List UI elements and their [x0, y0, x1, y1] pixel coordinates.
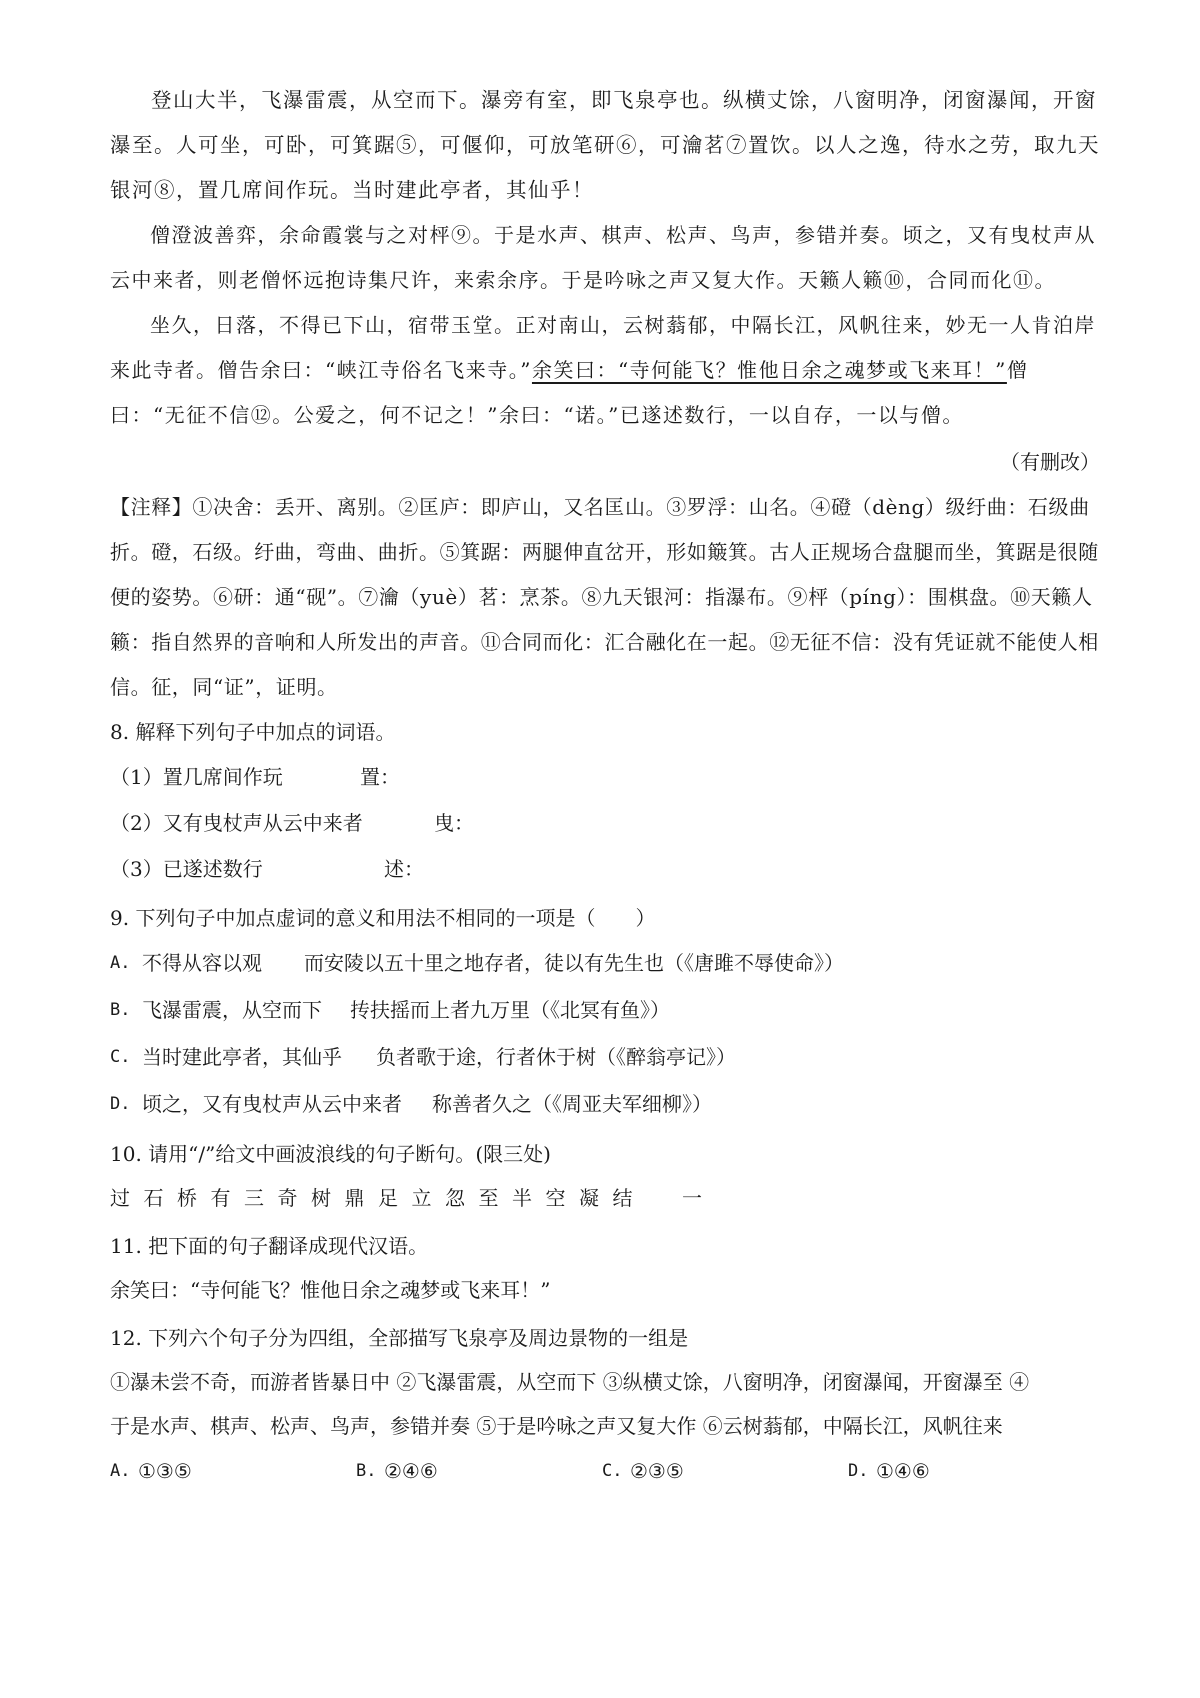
q9-option-d-left: 顷之，又有曳杖声从云中来者 [142, 1092, 402, 1116]
q12-choice-a-letter: A. [110, 1461, 131, 1481]
q9-option-c-right: 负者歌于途，行者休于树（《醉翁亭记》） [376, 1045, 736, 1069]
q9-option-b-right: 抟扶摇而上者九万里（《北冥有鱼》） [350, 998, 670, 1022]
passage-paragraph-3 [110, 303, 1100, 438]
q12-choices [110, 1448, 1100, 1494]
q9-option-b [110, 987, 1100, 1034]
passage-paragraph-1: 登山大半，飞瀑雷震，从空而下。瀑旁有室，即飞泉亭也。纵横丈馀，八窗明净，闭窗瀑闻，开窗瀑至。人可坐，可卧，可箕踞⑤，可偃仰，可放笔研⑥，可瀹茗⑦置饮。以人之逸，待水之劳，取九天银河⑧，置几席间作玩。当时建此亭者，其仙乎！ [110, 88, 1100, 202]
question-11-title: 11. 把下面的句子翻译成现代汉语。 [110, 1234, 429, 1258]
source-note: （有删改） [1000, 450, 1100, 474]
q8-item-3-key: 述： [384, 857, 424, 881]
q12-line-1: ①瀑未尝不奇，而游者皆暴日中 ②飞瀑雷震，从空而下 ③纵横丈馀，八窗明净，闭窗瀑闻，开窗瀑至 ④ [110, 1370, 1030, 1394]
q10-sentence-line [110, 1176, 1100, 1220]
question-9-title: 9. 下列句子中加点虚词的意义和用法不相同的一项是（ ） [110, 906, 656, 930]
question-12-title: 12. 下列六个句子分为四组，全部描写飞泉亭及周边景物的一组是 [110, 1326, 689, 1350]
q12-choice-b-letter: B. [356, 1461, 377, 1481]
q9-option-c-letter: C. [110, 1047, 131, 1067]
q9-option-d-right: 称善者久之（《周亚夫军细柳》） [432, 1092, 712, 1116]
q9-option-a [110, 940, 1100, 987]
q8-item-3 [110, 846, 1100, 892]
q9-option-a-right: 而安陵以五十里之地存者，徒以有先生也（《唐雎不辱使命》） [304, 951, 844, 975]
q8-item-1 [110, 754, 1100, 800]
passage-paragraph-3-start: 坐久，日落，不得已下山，宿带玉堂。正对南山，云树蓊郁，中隔长江，风帆往来，妙无一人肯泊岸来此寺者。僧告余曰：“峡江寺俗名飞来寺。” [110, 313, 1096, 382]
question-8-title: 8. 解释下列句子中加点的词语。 [110, 720, 396, 744]
q9-option-b-letter: B. [110, 1000, 131, 1020]
q9-option-b-left: 飞瀑雷震，从空而下 [142, 998, 322, 1022]
q10-sentence: 过石桥有三奇树鼎足立忽至半空凝结 [110, 1186, 646, 1210]
q8-item-2 [110, 800, 1100, 846]
q9-option-a-left: 不得从容以观 [142, 951, 262, 975]
q12-choice-d-letter: D. [848, 1461, 869, 1481]
q8-item-3-label: （3）已遂述数行 [110, 857, 263, 881]
document-page [110, 78, 1100, 1494]
q11-sentence: 余笑曰：“寺何能飞？惟他日余之魂梦或飞来耳！” [110, 1278, 551, 1302]
q9-option-a-letter: A. [110, 953, 131, 973]
passage-paragraph-2: 僧澄波善弈，余命霞裳与之对枰⑨。于是水声、棋声、松声、鸟声，参错并奏。顷之，又有曳杖声从云中来者，则老僧怀远抱诗集尺许，来索余序。于是吟咏之声又复大作。天籁人籁⑩，合同而化⑪。 [110, 223, 1096, 292]
q8-item-1-key: 置： [360, 765, 400, 789]
q9-option-d [110, 1081, 1100, 1128]
q12-choice-d: ①④⑥ [876, 1459, 930, 1483]
underlined-sentence: 余笑曰：“寺何能飞？惟他日余之魂梦或飞来耳！” [531, 358, 1007, 382]
annotation-notes: 【注释】①决舍：丢开、离别。②匡庐：即庐山，又名匡山。③罗浮：山名。④磴（dèng）级纡曲：石级曲折。磴，石级。纡曲，弯曲、曲折。⑤箕踞：两腿伸直岔开，形如簸箕。古人正规场合盘腿而坐，箕踞是很随便的姿势。⑥研：通“砚”。⑦瀹（yuè）茗：烹茶。⑧九天银河：指瀑布。⑨枰（píng）：围棋盘。⑩天籁人籁：指自然界的音响和人所发出的声音。⑪合同而化：汇合融化在一起。⑫无征不信：没有凭证就不能使人相信。征，同“证”，证明。 [110, 495, 1099, 699]
question-10-title: 10. 请用“/”给文中画波浪线的句子断句。(限三处) [110, 1142, 551, 1166]
q9-option-c-left: 当时建此亭者，其仙乎 [142, 1045, 342, 1069]
q9-option-d-letter: D. [110, 1094, 131, 1114]
q12-choice-c: ②③⑤ [630, 1459, 684, 1483]
q12-line-2: 于是水声、棋声、松声、鸟声，参错并奏 ⑤于是吟咏之声又复大作 ⑥云树蓊郁，中隔长江，风帆往来 [110, 1414, 1003, 1438]
q12-choice-c-letter: C. [602, 1461, 623, 1481]
passage-paragraph-3-end: 僧曰：“无征不信⑫。公爱之，何不记之！”余曰：“诺。”已遂述数行，一以自存，一以与僧。 [110, 358, 1029, 427]
q9-option-c [110, 1034, 1100, 1081]
q10-sentence-tail: 一 [682, 1186, 702, 1210]
q8-item-2-key: 曳： [434, 811, 474, 835]
q12-choice-b: ②④⑥ [384, 1459, 438, 1483]
q8-item-1-label: （1）置几席间作玩 [110, 765, 283, 789]
q12-choice-a: ①③⑤ [138, 1459, 192, 1483]
q8-item-2-label: （2）又有曳杖声从云中来者 [110, 811, 363, 835]
